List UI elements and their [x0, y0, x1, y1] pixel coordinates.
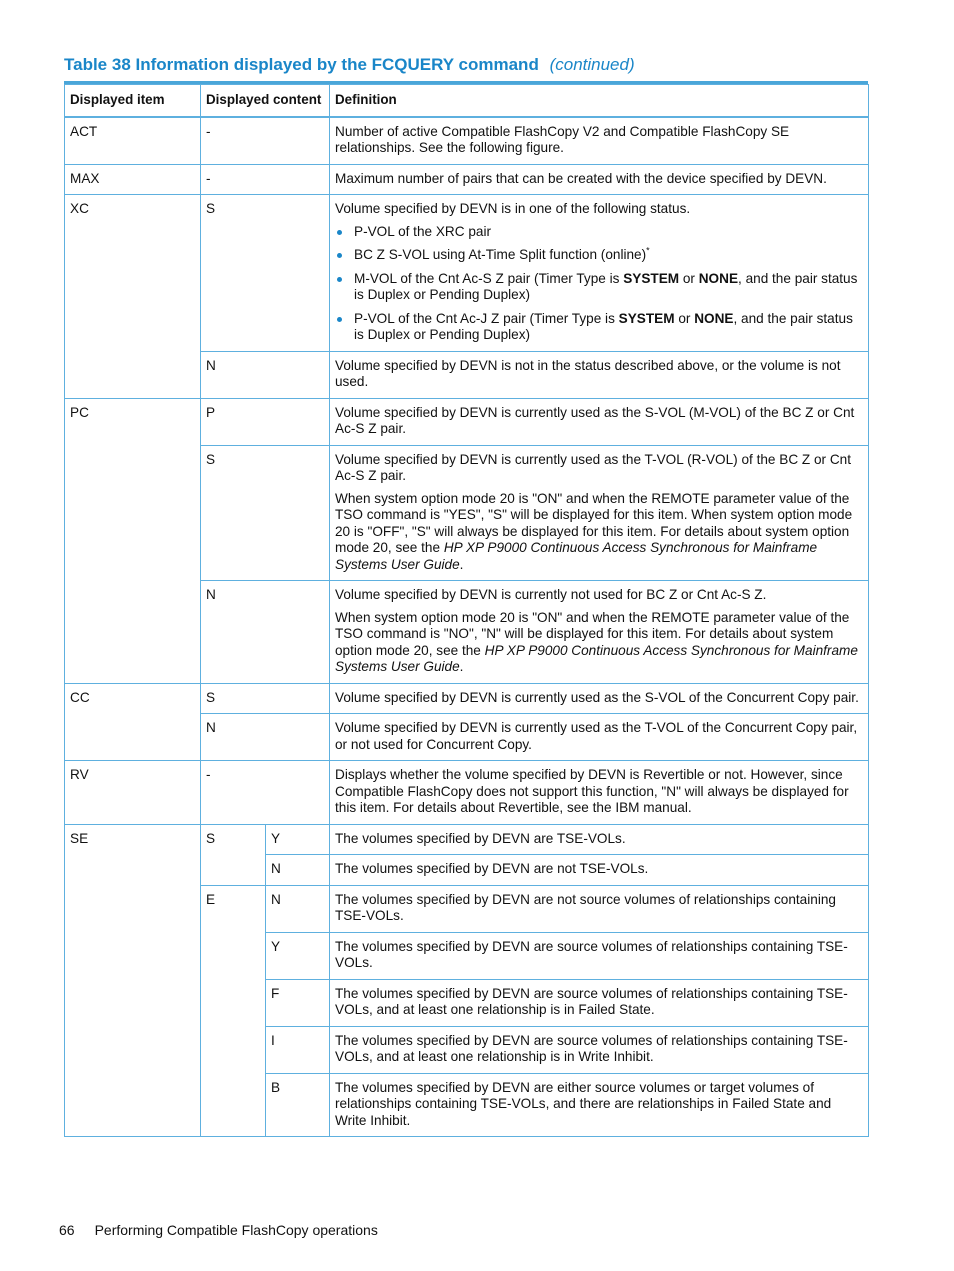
table-row: [65, 117, 869, 165]
list-item: M-VOL of the Cnt Ac-S Z pair (Timer Type is SYSTEM or NONE, and the pair status is Duplex or Pending Duplex): [335, 271, 863, 304]
content-cell: -: [201, 164, 330, 195]
header-displayed-content: Displayed content: [201, 85, 330, 117]
table-title: Table 38 Information displayed by the FCQUERY command: [64, 55, 539, 74]
table-caption: [64, 55, 635, 75]
header-row: [65, 85, 869, 117]
definition-text: Volume specified by DEVN is currently used as the T-VOL (R-VOL) of the BC Z or Cnt Ac-S Z pair.: [335, 451, 852, 483]
item-cell: RV: [65, 761, 201, 825]
item-cell: SE: [65, 824, 201, 1137]
status-list: [335, 224, 863, 344]
list-item: BC Z S-VOL using At-Time Split function (online)*: [335, 247, 863, 264]
definition-cell: The volumes specified by DEVN are source volumes of relationships containing TSE-VOLs, and at least one relationship is in Failed State.: [330, 979, 869, 1026]
table-row: [65, 195, 869, 352]
table-row: [65, 824, 869, 855]
page-number: 66: [59, 1222, 75, 1238]
definition-cell: Displays whether the volume specified by DEVN is Revertible or not. However, since Compatible FlashCopy does not support this function, "N" will always be displayed for this item. For details about Revertible, see the IBM manual.: [330, 761, 869, 825]
definition-cell: Volume specified by DEVN is currently used as the S-VOL of the Concurrent Copy pair.: [330, 683, 869, 714]
content-cell: N: [201, 581, 330, 684]
content-cell: E: [201, 885, 266, 1137]
definition-cell: The volumes specified by DEVN are source volumes of relationships containing TSE-VOLs, and at least one relationship is in Write Inhibit.: [330, 1026, 869, 1073]
code-cell: F: [266, 979, 330, 1026]
footnote-marker: *: [646, 245, 650, 256]
code-cell: Y: [266, 824, 330, 855]
definition-cell: [330, 445, 869, 581]
item-cell: PC: [65, 398, 201, 683]
table-row: [65, 398, 869, 445]
definition-cell: Volume specified by DEVN is currently used as the S-VOL (M-VOL) of the BC Z or Cnt Ac-S Z pair.: [330, 398, 869, 445]
content-cell: N: [201, 351, 330, 398]
content-cell: N: [201, 714, 330, 761]
definition-text: Volume specified by DEVN is currently not used for BC Z or Cnt Ac-S Z.: [335, 587, 767, 602]
definition-text: When system option mode 20 is "ON" and when the REMOTE parameter value of the TSO command is "YES", "S" will be displayed for this item. When system option mode 20 is "OFF", "S" will always be displayed for this item. For details about system option mode 20, see the HP XP P9000 Continuous Access Synchronous for Mainframe Systems User Guide.: [335, 490, 853, 572]
table-row: [65, 683, 869, 714]
definition-cell: [330, 195, 869, 352]
definition-cell: The volumes specified by DEVN are not TSE-VOLs.: [330, 855, 869, 886]
content-cell: P: [201, 398, 330, 445]
code-cell: N: [266, 855, 330, 886]
item-cell: XC: [65, 195, 201, 399]
page-footer: [59, 1222, 378, 1238]
table-row: [65, 761, 869, 825]
bullet-icon: [337, 317, 342, 322]
definition-cell: [330, 581, 869, 684]
fcquery-table: [64, 84, 869, 1137]
continued-label: (continued): [549, 55, 635, 74]
header-definition: Definition: [330, 85, 869, 117]
guide-title: HP XP P9000 Continuous Access Synchronous for Mainframe Systems User Guide: [335, 642, 858, 674]
code-cell: N: [266, 885, 330, 932]
definition-cell: The volumes specified by DEVN are not source volumes of relationships containing TSE-VOLs.: [330, 885, 869, 932]
bullet-icon: [337, 277, 342, 282]
definition-cell: The volumes specified by DEVN are either source volumes or target volumes of relationships containing TSE-VOLs, and there are relationships in Failed State and Write Inhibit.: [330, 1073, 869, 1137]
content-cell: S: [201, 824, 266, 885]
bullet-icon: [337, 253, 342, 258]
definition-text: Volume specified by DEVN is in one of the following status.: [335, 201, 691, 216]
footer-section-title: Performing Compatible FlashCopy operations: [94, 1222, 378, 1238]
content-cell: S: [201, 445, 330, 581]
header-displayed-item: Displayed item: [65, 85, 201, 117]
content-cell: S: [201, 195, 330, 352]
list-item: P-VOL of the Cnt Ac-J Z pair (Timer Type is SYSTEM or NONE, and the pair status is Duplex or Pending Duplex): [335, 311, 863, 344]
definition-cell: Maximum number of pairs that can be created with the device specified by DEVN.: [330, 164, 869, 195]
content-cell: -: [201, 117, 330, 165]
definition-cell: The volumes specified by DEVN are source volumes of relationships containing TSE-VOLs.: [330, 932, 869, 979]
definition-cell: Volume specified by DEVN is currently used as the T-VOL of the Concurrent Copy pair, or not used for Concurrent Copy.: [330, 714, 869, 761]
definition-text: When system option mode 20 is "ON" and when the REMOTE parameter value of the TSO command is "NO", "N" will be displayed for this item. For details about system option mode 20, see the HP XP P9000 Continuous Access Synchronous for Mainframe Systems User Guide.: [335, 609, 858, 674]
item-cell: CC: [65, 683, 201, 761]
content-cell: S: [201, 683, 330, 714]
bullet-icon: [337, 230, 342, 235]
code-cell: I: [266, 1026, 330, 1073]
guide-title: HP XP P9000 Continuous Access Synchronous for Mainframe Systems User Guide: [335, 540, 818, 572]
item-cell: ACT: [65, 117, 201, 165]
content-cell: -: [201, 761, 330, 825]
table-row: [65, 164, 869, 195]
list-item: P-VOL of the XRC pair: [335, 224, 863, 241]
definition-cell: Volume specified by DEVN is not in the status described above, or the volume is not used.: [330, 351, 869, 398]
definition-cell: Number of active Compatible FlashCopy V2 and Compatible FlashCopy SE relationships. See the following figure.: [330, 117, 869, 165]
definition-cell: The volumes specified by DEVN are TSE-VOLs.: [330, 824, 869, 855]
code-cell: B: [266, 1073, 330, 1137]
item-cell: MAX: [65, 164, 201, 195]
code-cell: Y: [266, 932, 330, 979]
